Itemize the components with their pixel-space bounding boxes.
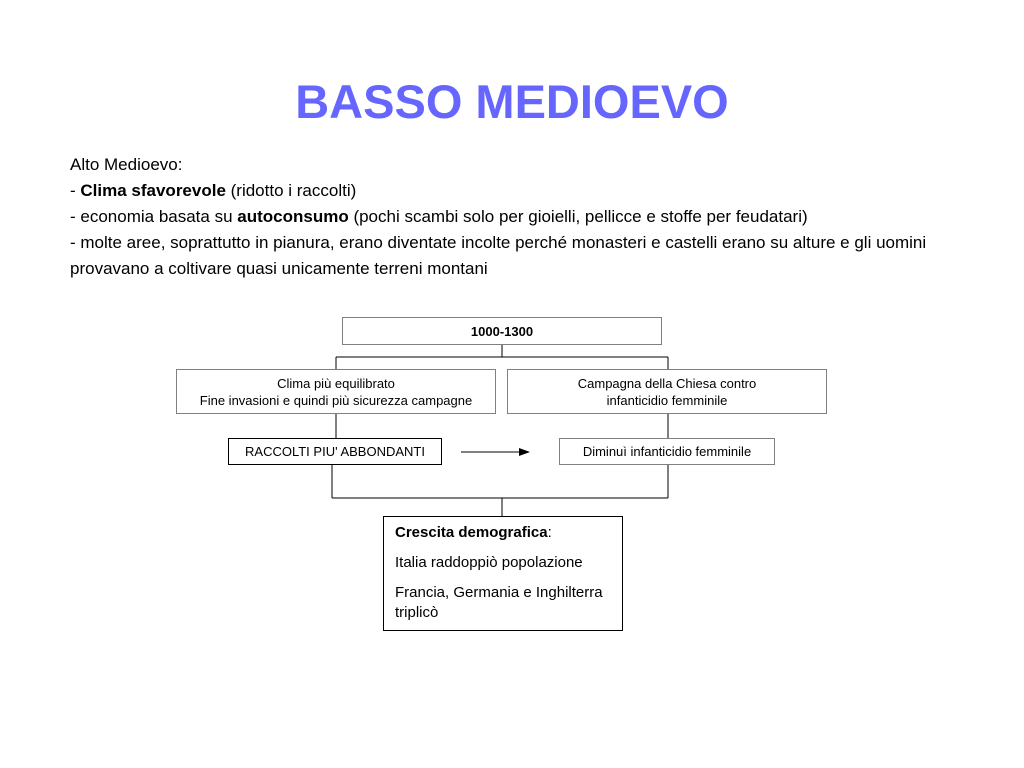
crescita-box [383,516,623,631]
chiesa-box-line1: Campagna della Chiesa contro [577,376,757,391]
clima-box-line2: Fine invasioni e quindi più sicurezza campagne [199,393,473,408]
clima-box [176,369,496,414]
intro-line-clima-suffix: (ridotto i raccolti) [225,181,357,200]
slide-title: BASSO MEDIOEVO [295,75,729,128]
chiesa-box [507,369,827,414]
intro-line-clima-prefix: - [70,181,81,200]
intro-line-aree: - molte aree, soprattutto in pianura, erano diventate incolte perché monasteri e castelli erano su alture e gli uomini provavano a coltivare quasi unicamente terreni montani [70,233,927,278]
intro-line-economia-suffix: (pochi scambi solo per gioielli, pellicce e stoffe per feudatari) [348,207,808,226]
clima-box-line1: Clima più equilibrato [277,376,395,391]
diminui-box: Diminuì infanticidio femminile [559,438,775,465]
chiesa-box-line2: infanticidio femminile [606,393,728,408]
crescita-italia: Italia raddoppiò popolazione [395,554,583,571]
crescita-francia: Francia, Germania e Inghilterra triplicò [395,584,603,621]
arrowhead-icon [519,448,530,456]
intro-line-economia-bold: autoconsumo [237,207,349,226]
intro-line-clima-bold: Clima sfavorevole [80,181,226,200]
years-box: 1000-1300 [342,317,662,345]
intro-line-economia-prefix: - economia basata su [70,207,238,226]
crescita-title [395,523,611,543]
crescita-title-colon: : [547,524,552,541]
raccolti-box: RACCOLTI PIU' ABBONDANTI [228,438,442,465]
crescita-title-bold: Crescita demografica [395,524,548,541]
intro-heading: Alto Medioevo: [70,155,183,174]
